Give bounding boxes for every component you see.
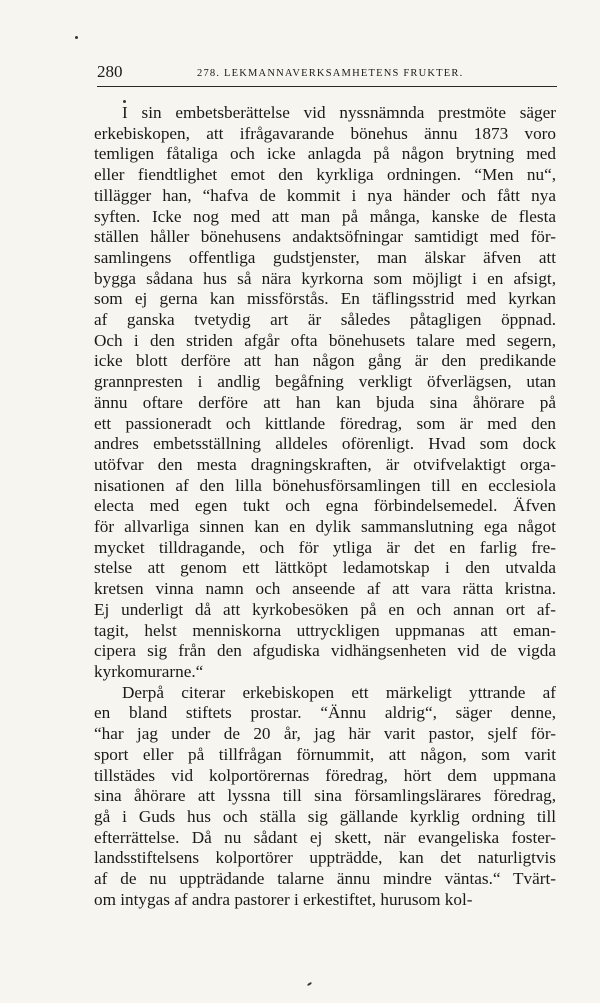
text-line: ställen håller bönehusens andaktsöfningar samtidigt med för-	[94, 227, 556, 247]
text-line: tillstädes vid kolportörernas föredrag, hört dem uppmana	[94, 765, 556, 785]
text-line: electa med egen tukt och egna förbindelsemedel. Äfven	[94, 496, 556, 516]
text-line: grannpresten i andlig begåfning verkligt öfverlägsen, utan	[94, 372, 556, 392]
ink-speck	[75, 36, 78, 39]
text-line: Ej underligt då att kyrkobesöken på en och annan ort af-	[94, 599, 556, 619]
text-line: af ganska tvetydig art är således påtagligen öppnad.	[94, 310, 556, 330]
text-line: landsstiftelsens kolportörer uppträdde, kan det naturligtvis	[94, 848, 556, 868]
paragraph	[94, 683, 556, 911]
ink-speck	[123, 100, 126, 103]
text-line: icke blott derföre att han någon gång är den predikande	[94, 351, 556, 371]
text-line: stelse att genom ett lättköpt ledamotskap i den utvalda	[94, 558, 556, 578]
ink-speck	[307, 982, 312, 987]
text-line: ännu oftare derföre att han kan bjuda sina åhörare på	[94, 392, 556, 412]
text-line: mycket tilldragande, och för ytliga är det en farlig fre-	[94, 537, 556, 557]
text-line: tagit, helst menniskorna uttryckligen uppmanas att eman-	[94, 620, 556, 640]
text-line: cipera sig från den afgudiska vidhängsenheten vid de vigda	[94, 641, 556, 661]
text-line: som ej gerna kan missförstås. En täflingsstrid med kyrkan	[94, 289, 556, 309]
text-line: syften. Icke nog med att man på många, kanske de flesta	[94, 206, 556, 226]
text-line: “har jag under de 20 år, jag här varit pastor, sjelf för-	[94, 724, 556, 744]
text-line: sina åhörare att lyssna till sina församlingslärares föredrag,	[94, 786, 556, 806]
text-line: om intygas af andra pastorer i erkestiftet, hurusom kol-	[94, 889, 473, 909]
text-line: utöfvar den mesta dragningskraften, är otvifvelaktigt orga-	[94, 454, 556, 474]
text-line: ett passioneradt och kittlande föredrag, som är med den	[94, 413, 556, 433]
text-line: en bland stiftets prostar. “Ännu aldrig“, säger denne,	[94, 703, 556, 723]
text-line: nisationen af den lilla bönehusförsamlingen till en ecclesiola	[94, 475, 556, 495]
page-header	[97, 58, 557, 87]
text-line: erkebiskopen, att ifrågavarande bönehus ännu 1873 voro	[94, 123, 556, 143]
text-line: samlingens offentliga gudstjenster, man älskar äfven att	[94, 247, 556, 267]
text-line: gå i Guds hus och ställa sig gällande kyrklig ordning till	[94, 806, 556, 826]
page-number: 280	[97, 62, 123, 81]
body-text	[94, 103, 556, 910]
text-line: för allvarliga sinnen kan en dylik sammanslutning ega något	[94, 517, 556, 537]
text-line: Derpå citerar erkebiskopen ett märkeligt yttrande af	[122, 682, 556, 702]
text-line: tillägger han, “hafva de kommit i nya händer och fått nya	[94, 185, 556, 205]
text-line: efterrättelse. Då nu sådant ej skett, när evangeliska foster-	[94, 827, 556, 847]
text-line: af de nu uppträdande talarne ännu mindre väntas.“ Tvärt-	[94, 869, 556, 889]
text-line: temligen fåtaliga och icke anlagda på någon brytning med	[94, 144, 556, 164]
text-line: I sin embetsberättelse vid nyssnämnda prestmöte säger	[122, 103, 556, 122]
text-line: andres embetsställning alldeles oförenligt. Hvad som dock	[94, 434, 556, 454]
text-line: bygga sådana hus så nära kyrkorna som möjligt i en afsigt,	[94, 268, 556, 288]
text-line: kretsen vinna namn och anseende af att vara rätta kristna.	[94, 579, 556, 599]
text-line: Och i den striden afgår ofta bönehusets talare med segern,	[94, 330, 556, 350]
text-line: sport eller på tillfrågan förnummit, att någon, som varit	[94, 744, 556, 764]
running-head: 278. LEKMANNAVERKSAMHETENS FRUKTER.	[197, 68, 464, 79]
text-line: eller fiendtlighet emot den kyrkliga ordningen. “Men nu“,	[94, 165, 556, 185]
paragraph	[94, 103, 556, 683]
text-line: kyrkomurarne.“	[94, 661, 204, 681]
